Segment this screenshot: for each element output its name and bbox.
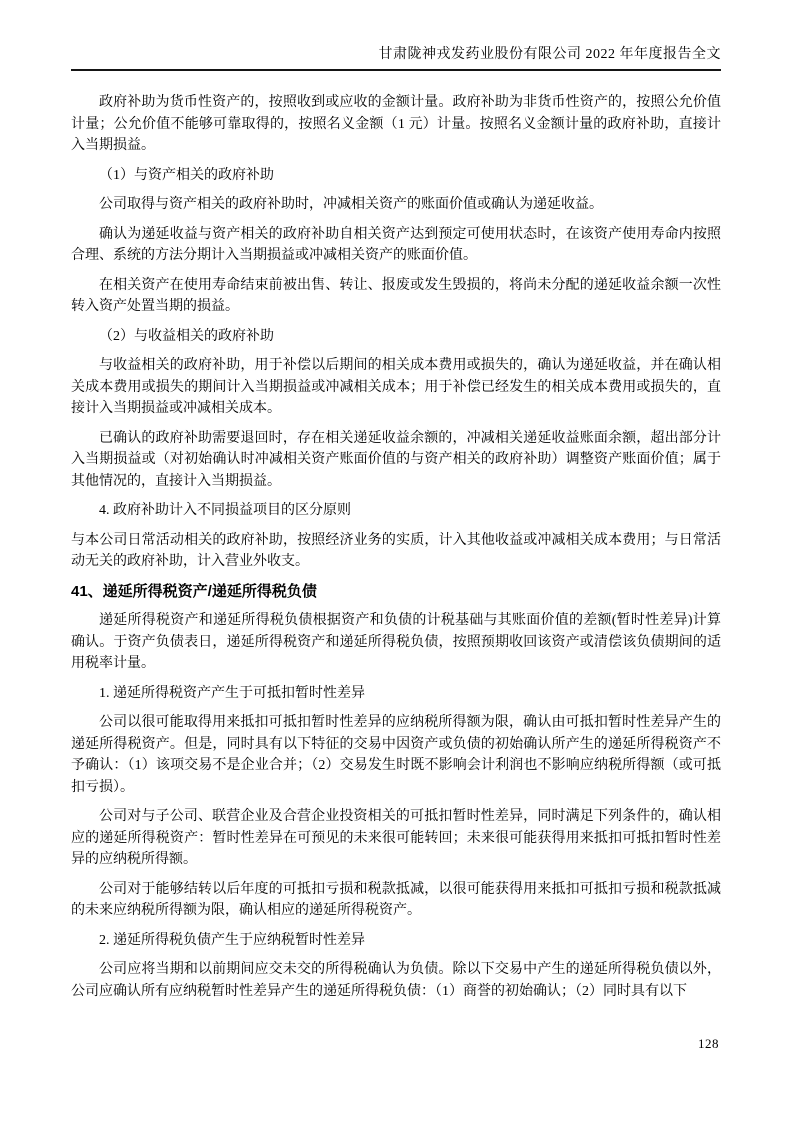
paragraph: 在相关资产在使用寿命结束前被出售、转让、报废或发生毁损的，将尚未分配的递延收益余额一次性转入资产处置当期的损益。 xyxy=(71,277,721,314)
paragraph: 政府补助为货币性资产的，按照收到或应收的金额计量。政府补助为非货币性资产的，按照公允价值计量；公允价值不能够可靠取得的，按照名义金额（1 元）计量。按照名义金额计量的政府补助，直接计入当期损益。 xyxy=(71,95,721,153)
subsection-heading: 4. 政府补助计入不同损益项目的区分原则 xyxy=(99,503,351,518)
subsection-heading: （1）与资产相关的政府补助 xyxy=(99,167,274,183)
report-header-title: 甘肃陇神戎发药业股份有限公司 2022 年年度报告全文 xyxy=(378,47,721,62)
document-body xyxy=(71,71,721,1002)
paragraph: 与本公司日常活动相关的政府补助，按照经济业务的实质，计入其他收益或冲减相关成本费用；与日常活动无关的政府补助，计入营业外收支。 xyxy=(71,532,721,569)
page-header xyxy=(71,46,721,71)
paragraph: 递延所得税资产和递延所得税负债根据资产和负债的计税基础与其账面价值的差额(暂时性差异)计算确认。于资产负债表日，递延所得税资产和递延所得税负债，按照预期收回该资产或清偿该负债期间的适用税率计量。 xyxy=(71,613,721,671)
subsection-heading: （2）与收益相关的政府补助 xyxy=(99,328,274,344)
subsection-heading: 2. 递延所得税负债产生于应纳税暂时性差异 xyxy=(99,932,365,948)
paragraph: 公司应将当期和以前期间应交未交的所得税确认为负债。除以下交易中产生的递延所得税负债以外，公司应确认所有应纳税暂时性差异产生的递延所得税负债：（1）商誉的初始确认；（2）同时具有以下 xyxy=(71,962,721,999)
paragraph: 公司对与子公司、联营企业及合营企业投资相关的可抵扣暂时性差异，同时满足下列条件的，确认相应的递延所得税资产：暂时性差异在可预见的未来很可能转回；未来很可能获得用来抵扣可抵扣暂时性差异的应纳税所得额。 xyxy=(71,809,721,867)
paragraph: 已确认的政府补助需要退回时，存在相关递延收益余额的，冲减相关递延收益账面余额，超出部分计入当期损益或（对初始确认时冲减相关资产账面价值的与资产相关的政府补助）调整资产账面价值；属于其他情况的，直接计入当期损益。 xyxy=(71,430,721,489)
paragraph: 确认为递延收益与资产相关的政府补助自相关资产达到预定可使用状态时，在该资产使用寿命内按照合理、系统的方法分期计入当期损益或冲减相关资产的账面价值。 xyxy=(71,226,721,263)
paragraph: 与收益相关的政府补助，用于补偿以后期间的相关成本费用或损失的，确认为递延收益，并在确认相关成本费用或损失的期间计入当期损益或冲减相关成本；用于补偿已经发生的相关成本费用或损失的，直接计入当期损益或冲减相关成本。 xyxy=(71,358,721,416)
paragraph: 公司对于能够结转以后年度的可抵扣亏损和税款抵减，以很可能获得用来抵扣可抵扣亏损和税款抵减的未来应纳税所得额为限，确认相应的递延所得税资产。 xyxy=(71,881,721,918)
section-heading: 41、递延所得税资产/递延所得税负债 xyxy=(71,582,317,600)
subsection-heading: 1. 递延所得税资产产生于可抵扣暂时性差异 xyxy=(99,685,365,701)
page-number: 128 xyxy=(698,1036,719,1051)
paragraph: 公司取得与资产相关的政府补助时，冲减相关资产的账面价值或确认为递延收益。 xyxy=(99,197,603,212)
paragraph: 公司以很可能取得用来抵扣可抵扣暂时性差异的应纳税所得额为限，确认由可抵扣暂时性差异产生的递延所得税资产。但是，同时具有以下特征的交易中因资产或负债的初始确认所产生的递延所得税资产不予确认：（1）该项交易不是企业合并；（2）交易发生时既不影响会计利润也不影响应纳税所得额（或可抵扣亏损）。 xyxy=(71,715,721,795)
